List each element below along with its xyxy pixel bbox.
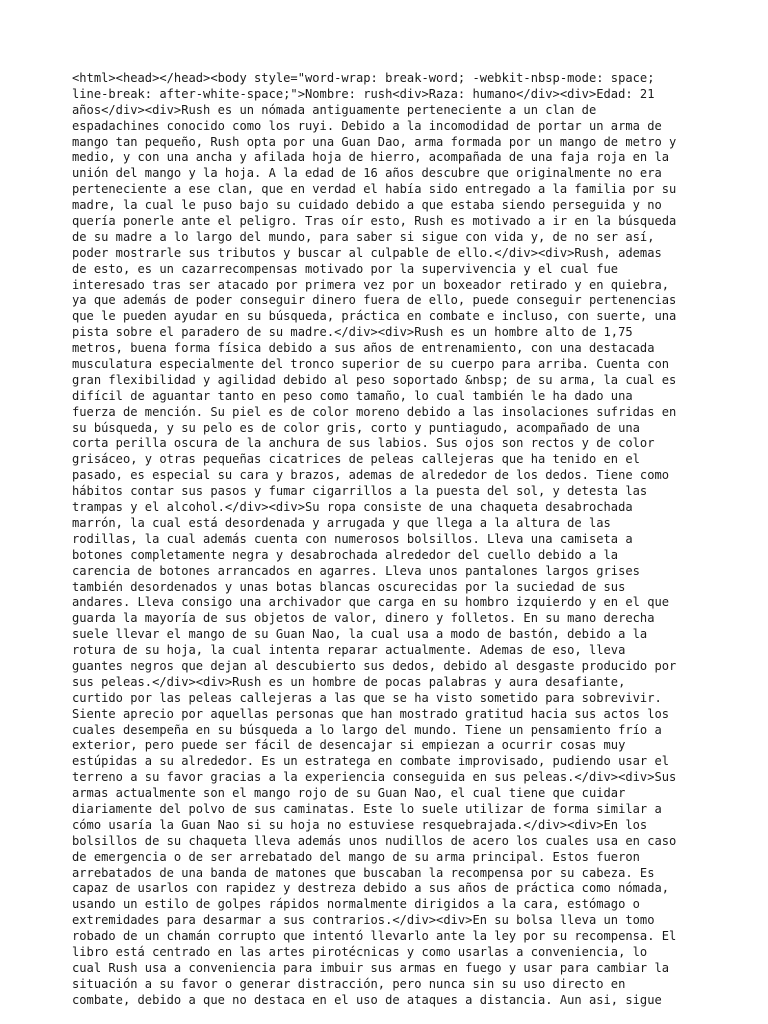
text-line: sus peleas.</div><div>Rush es un hombre de pocas palabras y aura desafiante, [72, 674, 626, 689]
text-line: terreno a su favor gracias a la experiencia conseguida en sus peleas.</div><div>Sus [72, 770, 677, 785]
text-line: carencia de botones arrancados en agarres. Lleva unos pantalones largos grises [72, 563, 640, 578]
text-line: perteneciente a ese clan, que en verdad el había sido entregado a la familia por su [72, 182, 677, 197]
text-line: gran flexibilidad y agilidad debido al peso soportado &nbsp; de su arma, la cual es [72, 372, 677, 387]
text-line: rodillas, la cual además cuenta con numerosos bolsillos. Lleva una camiseta a [72, 531, 633, 546]
text-line: guantes negros que dejan al descubierto sus dedos, debido al desgaste producido por [72, 658, 677, 673]
text-line: interesado tras ser atacado por primera vez por un boxeador retirado y en quiebra, [72, 277, 670, 292]
text-line: marrón, la cual está desordenada y arrugada y que llega a la altura de las [72, 515, 611, 530]
text-line: quería ponerle ante el peligro. Tras oír esto, Rush es motivado a ir en la búsqueda [72, 214, 677, 229]
document-body [72, 71, 696, 1009]
text-line: madre, la cual le puso bajo su cuidado debido a que estaba siendo perseguida y no [72, 198, 662, 213]
text-line: también desordenados y unas botas blancas oscurecidas por la suciedad de sus [72, 579, 626, 594]
text-line: diariamente del polvo de sus caminatas. Este lo suele utilizar de forma similar a [72, 801, 662, 816]
text-line: line-break: after-white-space;">Nombre: rush<div>Raza: humano</div><div>Edad: 21 [72, 86, 655, 101]
text-line: cómo usaría la Guan Nao si su hoja no estuviese resquebrajada.</div><div>En los [72, 817, 648, 832]
text-line: musculatura especialmente del tronco superior de su cuerpo para arriba. Cuenta con [72, 357, 670, 372]
text-line: hábitos contar sus pasos y fumar cigarrillos a la puesta del sol, y detesta las [72, 484, 648, 499]
text-line: robado de un chamán corrupto que intentó llevarlo ante la ley por su recompensa. El [72, 929, 677, 944]
text-line: poder mostrarle sus tributos y buscar al culpable de ello.</div><div>Rush, ademas [72, 245, 662, 260]
text-line: libro está centrado en las artes pirotécnicas y como usarlas a conveniencia, lo [72, 944, 648, 959]
text-line: guarda la mayoría de sus objetos de valor, dinero y folletos. En su mano derecha [72, 611, 655, 626]
text-line: botones completamente negra y desabrochada alrededor del cuello debido a la [72, 547, 619, 562]
text-line: curtido por las peleas callejeras a las que se ha visto sometido para sobrevivir. [72, 690, 662, 705]
text-line: arrebatados de una banda de matones que buscaban la recompensa por su cabeza. Es [72, 865, 655, 880]
text-line: grisáceo, y otras pequeñas cicatrices de peleas callejeras que ha tenido en el [72, 452, 640, 467]
text-line: unión del mango y la hoja. A la edad de 16 años descubre que originalmente no era [72, 166, 662, 181]
text-line: bolsillos de su chaqueta lleva además unos nudillos de acero los cuales usa en caso [72, 833, 677, 848]
text-line: suele llevar el mango de su Guan Nao, la cual usa a modo de bastón, debido a la [72, 627, 648, 642]
text-line: exterior, pero puede ser fácil de desencajar si empiezan a ocurrir cosas muy [72, 738, 626, 753]
text-line: andares. Lleva consigo una archivador que carga en su hombro izquierdo y en el que [72, 595, 670, 610]
text-line: corta perilla oscura de la anchura de sus labios. Sus ojos son rectos y de color [72, 436, 655, 451]
text-line: extremidades para desarmar a sus contrarios.</div><div>En su bolsa lleva un tomo [72, 913, 655, 928]
text-line: capaz de usarlos con rapidez y destreza debido a sus años de práctica como nómada, [72, 881, 670, 896]
text-line: usando un estilo de golpes rápidos normalmente dirigidos a la cara, estómago o [72, 897, 640, 912]
text-line: cual Rush usa a conveniencia para imbuir sus armas en fuego y usar para cambiar la [72, 960, 670, 975]
text-line: trampas y el alcohol.</div><div>Su ropa consiste de una chaqueta desabrochada [72, 500, 633, 515]
text-line: de esto, es un cazarrecompensas motivado por la supervivencia y el cual fue [72, 261, 619, 276]
text-line: rotura de su hoja, la cual intenta reparar actualmente. Ademas de eso, lleva [72, 643, 626, 658]
text-line: metros, buena forma física debido a sus años de entrenamiento, con una destacada [72, 341, 655, 356]
text-line: <html><head></head><body style="word-wrap: break-word; -webkit-nbsp-mode: space; [72, 71, 655, 85]
text-line: situación a su favor o generar distracción, pero nunca sin su uso directo en [72, 976, 626, 991]
text-line: pasado, es especial su cara y brazos, ademas de alrededor de los dedos. Tiene como [72, 468, 670, 483]
text-line: armas actualmente son el mango rojo de su Guan Nao, el cual tiene que cuidar [72, 786, 626, 801]
text-line: Siente aprecio por aquellas personas que han mostrado gratitud hacia sus actos los [72, 706, 670, 721]
text-line: ya que además de poder conseguir dinero fuera de ello, puede conseguir pertenencias [72, 293, 677, 308]
text-line: cuales desempeña en su búsqueda a lo largo del mundo. Tiene un pensamiento frío a [72, 722, 662, 737]
text-line: medio, y con una ancha y afilada hoja de hierro, acompañada de una faja roja en la [72, 150, 670, 165]
text-line: pista sobre el paradero de su madre.</div><div>Rush es un hombre alto de 1,75 [72, 325, 633, 340]
text-line: de su madre a lo largo del mundo, para saber si sigue con vida y, de no ser así, [72, 229, 655, 244]
text-line: estúpidas a su alrededor. Es un estratega en combate improvisado, pudiendo usar el [72, 754, 670, 769]
text-line: combate, debido a que no destaca en el uso de ataques a distancia. Aun asi, sigue [72, 992, 662, 1007]
text-line: de emergencia o de ser arrebatado del mango de su arma principal. Estos fueron [72, 849, 640, 864]
text-line: fuerza de mención. Su piel es de color moreno debido a las insolaciones sufridas en [72, 404, 677, 419]
text-line: que le pueden ayudar en su búsqueda, práctica en combate e incluso, con suerte, una [72, 309, 677, 324]
text-line: difícil de aguantar tanto en peso como tamaño, lo cual también le ha dado una [72, 388, 633, 403]
text-line: años</div><div>Rush es un nómada antiguamente perteneciente a un clan de [72, 102, 597, 117]
text-line: espadachines conocido como los ruyi. Debido a la incomodidad de portar un arma de [72, 118, 662, 133]
text-line: su búsqueda, y su pelo es de color gris, corto y puntiagudo, acompañado de una [72, 420, 640, 435]
text-line: mango tan pequeño, Rush opta por una Guan Dao, arma formada por un mango de metro y [72, 134, 677, 149]
